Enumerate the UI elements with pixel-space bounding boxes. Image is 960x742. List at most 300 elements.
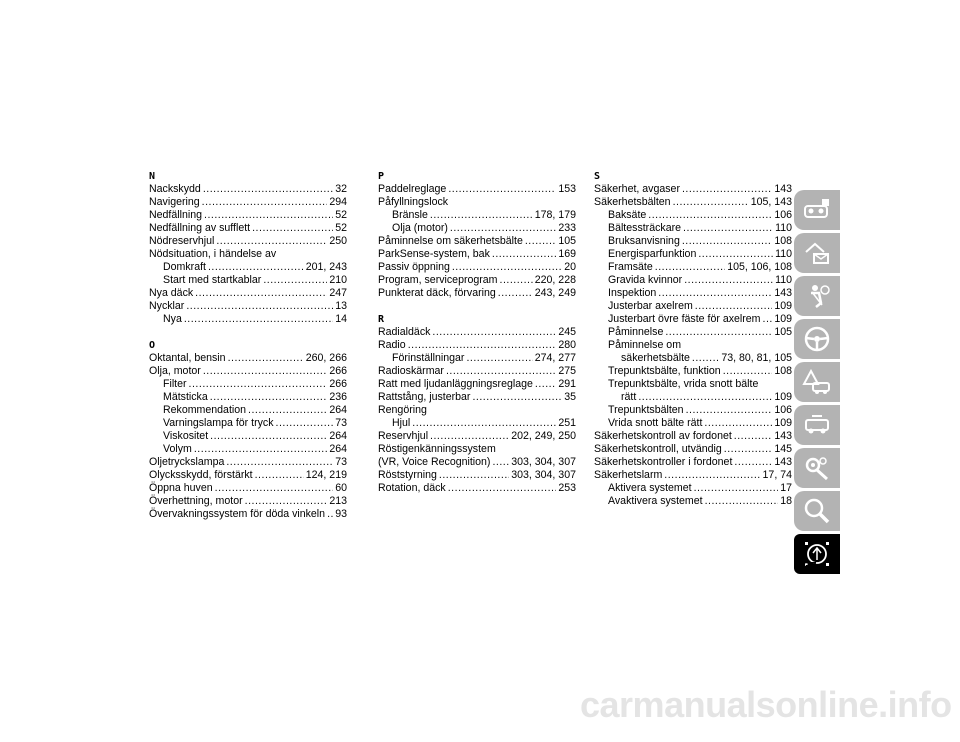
section-letter: P	[378, 171, 385, 182]
dot-leader	[208, 261, 304, 274]
entry-term: Nödsituation, i händelse av	[149, 248, 277, 260]
entry-page-ref[interactable]: 52	[335, 222, 347, 234]
dot-leader	[210, 430, 327, 443]
entry-page-ref[interactable]: 105, 106, 108	[727, 261, 792, 273]
index-entry	[594, 235, 792, 248]
index-entry	[594, 365, 792, 378]
dot-leader	[448, 183, 556, 196]
entry-page-ref[interactable]: 35	[564, 391, 576, 403]
entry-page-ref[interactable]: 18	[780, 495, 792, 507]
index-entry	[594, 313, 792, 326]
dot-leader	[210, 391, 328, 404]
entry-page-ref[interactable]: 106	[774, 404, 792, 416]
entry-page-ref[interactable]: 243, 249	[534, 287, 576, 299]
index-entry	[594, 430, 792, 443]
index-entry	[594, 378, 792, 391]
dot-leader	[525, 235, 556, 248]
dot-leader	[228, 352, 304, 365]
dot-leader	[682, 183, 772, 196]
entry-page-ref[interactable]: 233	[558, 222, 576, 234]
index-entry	[149, 183, 347, 196]
dot-leader	[684, 274, 773, 287]
index-entry	[378, 352, 576, 365]
entry-term: Trepunktsbälte, funktion	[608, 365, 721, 377]
entry-page-ref[interactable]: 143	[774, 430, 792, 442]
entry-page-ref[interactable]: 109	[774, 417, 792, 429]
dot-leader	[704, 417, 772, 430]
entry-page-ref[interactable]: 20	[564, 261, 576, 273]
entry-page-ref[interactable]: 274, 277	[534, 352, 576, 364]
dot-leader	[408, 339, 557, 352]
entry-page-ref[interactable]: 105, 143	[750, 196, 792, 208]
entry-term: Justerbar axelrem	[608, 300, 693, 312]
dot-leader	[682, 235, 772, 248]
entry-term: Aktivera systemet	[608, 482, 692, 494]
entry-page-ref[interactable]: 202, 249, 250	[511, 430, 576, 442]
entry-page-ref[interactable]: 93	[335, 508, 347, 520]
entry-term: Navigering	[149, 196, 200, 208]
dot-leader	[194, 443, 327, 456]
index-entry	[378, 404, 576, 417]
entry-term: Baksäte	[608, 209, 647, 221]
entry-page-ref[interactable]: 250	[329, 235, 347, 247]
entry-page-ref[interactable]: 105	[558, 235, 576, 247]
chapter-tab-sidebar	[794, 190, 842, 577]
index-entry	[149, 443, 347, 456]
entry-term: Säkerhetslarm	[594, 469, 663, 481]
entry-page-ref[interactable]: 264	[329, 404, 347, 416]
dot-leader	[692, 352, 719, 365]
index-entry	[149, 222, 347, 235]
dot-leader	[723, 365, 773, 378]
dot-leader	[648, 209, 772, 222]
dot-leader	[216, 235, 327, 248]
index-entry	[149, 261, 347, 274]
dot-leader	[448, 482, 557, 495]
index-entry	[149, 495, 347, 508]
entry-page-ref[interactable]: 73	[335, 417, 347, 429]
index-column-1	[149, 170, 347, 521]
entry-page-ref[interactable]: 247	[329, 287, 347, 299]
index-entry	[594, 417, 792, 430]
chapter-tab-service[interactable]	[794, 405, 840, 445]
index-entry	[594, 183, 792, 196]
dot-leader	[705, 495, 779, 508]
entry-term: Filter	[163, 378, 187, 390]
index-column-2	[378, 170, 576, 495]
entry-term: Hjul	[392, 417, 411, 429]
entry-term: Säkerhet, avgaser	[594, 183, 680, 195]
entry-term: Inspektion	[608, 287, 657, 299]
section-letter: R	[378, 314, 385, 325]
entry-term: Ratt med ljudanläggningsreglage	[378, 378, 533, 390]
entry-term: Rattstång, justerbar	[378, 391, 471, 403]
index-entry	[378, 209, 576, 222]
dot-leader	[430, 209, 533, 222]
index-entry	[378, 365, 576, 378]
index-entry	[149, 469, 347, 482]
entry-page-ref[interactable]: 17, 74	[762, 469, 792, 481]
dot-leader	[245, 495, 328, 508]
entry-term: Volym	[163, 443, 192, 455]
dot-leader	[492, 248, 556, 261]
index-entry	[149, 235, 347, 248]
entry-term: Oljetryckslampa	[149, 456, 225, 468]
index-entry	[594, 469, 792, 482]
index-entry	[378, 378, 576, 391]
index-entry	[378, 183, 576, 196]
dot-leader	[500, 274, 533, 287]
page-number: 337	[797, 560, 817, 573]
chapter-tab-safety[interactable]	[794, 276, 840, 316]
entry-term: Påminnelse om	[608, 339, 682, 351]
entry-page-ref[interactable]: 143	[774, 183, 792, 195]
entry-term: Olja (motor)	[392, 222, 448, 234]
entry-page-ref[interactable]: 291	[558, 378, 576, 390]
entry-term: Mätsticka	[163, 391, 208, 403]
entry-term: Start med startkablar	[163, 274, 262, 286]
entry-page-ref[interactable]: 169	[558, 248, 576, 260]
dot-leader	[203, 365, 328, 378]
entry-term: Nedfällning av sufflett	[149, 222, 251, 234]
entry-page-ref[interactable]: 251	[558, 417, 576, 429]
entry-page-ref[interactable]: 201, 243	[305, 261, 347, 273]
entry-term: Bältessträckare	[608, 222, 682, 234]
entry-term: Överhettning, motor	[149, 495, 243, 507]
entry-page-ref[interactable]: 110	[775, 248, 792, 260]
entry-page-ref[interactable]: 110	[775, 274, 792, 286]
index-entry	[149, 196, 347, 209]
entry-term: Domkraft	[163, 261, 206, 273]
entry-term: Röststyrning	[378, 469, 437, 481]
dot-leader	[226, 456, 333, 469]
entry-page-ref[interactable]: 143	[774, 287, 792, 299]
entry-page-ref[interactable]: 294	[329, 196, 347, 208]
entry-term: Trepunktsbälte, vrida snott bälte	[608, 378, 759, 390]
entry-page-ref[interactable]: 124, 219	[305, 469, 347, 481]
entry-term: säkerhetsbälte	[621, 352, 690, 364]
entry-page-ref[interactable]: 110	[775, 222, 792, 234]
entry-page-ref[interactable]: 109	[774, 391, 792, 403]
entry-term: Öppna huven	[149, 482, 213, 494]
entry-page-ref[interactable]: 303, 304, 307	[511, 469, 576, 481]
index-entry	[378, 339, 576, 352]
entry-page-ref[interactable]: 52	[335, 209, 347, 221]
entry-term: Påminnelse	[608, 326, 664, 338]
entry-term: Säkerhetskontroll av fordonet	[594, 430, 732, 442]
wrench-gear-icon	[802, 453, 832, 483]
chapter-tab-dashboard[interactable]	[794, 190, 840, 230]
dot-leader	[439, 469, 509, 482]
entry-term: Rotation, däck	[378, 482, 446, 494]
watermark: carmanualsonline.info	[580, 684, 952, 725]
dot-leader	[195, 287, 327, 300]
section-letter: S	[594, 171, 601, 182]
entry-page-ref[interactable]: 109	[774, 300, 792, 312]
index-entry	[149, 404, 347, 417]
entry-term: Varningslampa för tryck	[163, 417, 274, 429]
dot-leader	[638, 391, 772, 404]
index-entry	[594, 326, 792, 339]
entry-term: Radialdäck	[378, 326, 431, 338]
dot-leader	[412, 417, 556, 430]
entry-term: Rekommendation	[163, 404, 247, 416]
dot-leader	[498, 287, 533, 300]
index-entry	[149, 365, 347, 378]
entry-term: Passiv öppning	[378, 261, 450, 273]
dot-leader	[535, 378, 556, 391]
index-entry	[594, 261, 792, 274]
entry-page-ref[interactable]: 266	[329, 378, 347, 390]
entry-term: rätt	[621, 391, 637, 403]
entry-page-ref[interactable]: 109	[774, 313, 792, 325]
index-entry	[594, 248, 792, 261]
index-entry	[378, 235, 576, 248]
dot-leader	[450, 222, 556, 235]
entry-term: Säkerhetskontroll, utvändig	[594, 443, 722, 455]
entry-page-ref[interactable]: 143	[774, 456, 792, 468]
index-entry	[594, 222, 792, 235]
dot-leader	[763, 313, 773, 326]
dot-leader	[276, 417, 334, 430]
dot-leader	[432, 326, 556, 339]
index-entry	[378, 456, 576, 469]
index-entry	[378, 287, 576, 300]
entry-term: Punkterat däck, förvaring	[378, 287, 496, 299]
entry-term: Nycklar	[149, 300, 185, 312]
entry-page-ref[interactable]: 32	[335, 183, 347, 195]
index-entry	[378, 261, 576, 274]
entry-term: Trepunktsbälten	[608, 404, 684, 416]
entry-page-ref[interactable]: 264	[329, 443, 347, 455]
entry-page-ref[interactable]: 145	[774, 443, 792, 455]
entry-term: Påminnelse om säkerhetsbälte	[378, 235, 523, 247]
entry-term: Olja, motor	[149, 365, 201, 377]
dot-leader	[263, 274, 327, 287]
entry-page-ref[interactable]: 73	[335, 456, 347, 468]
entry-page-ref[interactable]: 253	[558, 482, 576, 494]
section-letter: O	[149, 340, 156, 351]
entry-page-ref[interactable]: 73, 80, 81, 105	[721, 352, 792, 364]
index-entry	[378, 222, 576, 235]
index-entry	[594, 352, 792, 365]
section-gap	[149, 326, 347, 339]
entry-term: Nya däck	[149, 287, 194, 299]
index-entry	[149, 209, 347, 222]
dot-leader	[734, 456, 772, 469]
entry-page-ref[interactable]: 153	[558, 183, 576, 195]
entry-page-ref[interactable]: 266	[329, 365, 347, 377]
entry-term: Energisparfunktion	[608, 248, 697, 260]
entry-term: Nedfällning	[149, 209, 203, 221]
entry-term: Förinställningar	[392, 352, 465, 364]
entry-term: Oktantal, bensin	[149, 352, 226, 364]
dot-leader	[430, 430, 509, 443]
entry-term: Nackskydd	[149, 183, 201, 195]
index-entry	[594, 456, 792, 469]
index-entry	[149, 482, 347, 495]
entry-term: Justerbart övre fäste för axelrem	[608, 313, 761, 325]
dot-leader	[215, 482, 334, 495]
chapter-tab-search[interactable]	[794, 491, 840, 531]
entry-term: Rengöring	[378, 404, 427, 416]
entry-page-ref[interactable]: 245	[558, 326, 576, 338]
dot-leader	[255, 469, 304, 482]
dot-leader	[184, 313, 333, 326]
index-entry	[149, 508, 347, 521]
entry-page-ref[interactable]: 178, 179	[534, 209, 576, 221]
dot-leader	[472, 391, 562, 404]
index-entry	[378, 391, 576, 404]
entry-term: Viskositet	[163, 430, 209, 442]
entry-term: Bruksanvisning	[608, 235, 680, 247]
dot-leader	[664, 469, 760, 482]
entry-page-ref[interactable]: 264	[329, 430, 347, 442]
dot-leader	[252, 222, 333, 235]
dot-leader	[665, 326, 772, 339]
dot-leader	[673, 196, 749, 209]
entry-term: Gravida kvinnor	[608, 274, 683, 286]
magnifier-icon	[802, 496, 832, 526]
seatbelt-airbag-icon	[802, 281, 832, 311]
index-entry	[149, 274, 347, 287]
car-info-icon	[802, 238, 832, 268]
dot-leader	[466, 352, 532, 365]
index-entry	[149, 287, 347, 300]
chapter-tab-technical[interactable]	[794, 448, 840, 488]
dot-leader	[734, 430, 773, 443]
entry-page-ref[interactable]: 210	[329, 274, 347, 286]
entry-page-ref[interactable]: 108	[774, 365, 792, 377]
entry-page-ref[interactable]: 260, 266	[305, 352, 347, 364]
index-entry	[378, 417, 576, 430]
car-dashboard-icon	[802, 195, 832, 225]
entry-page-ref[interactable]: 275	[558, 365, 576, 377]
entry-term: (VR, Voice Recognition)	[378, 456, 491, 468]
steering-wheel-icon	[802, 324, 832, 354]
entry-page-ref[interactable]: 17	[780, 482, 792, 494]
dot-leader	[683, 222, 773, 235]
dot-leader	[492, 456, 509, 469]
entry-term: Säkerhetsbälten	[594, 196, 671, 208]
entry-term: Paddelreglage	[378, 183, 447, 195]
index-entry	[594, 443, 792, 456]
index-entry	[594, 391, 792, 404]
index-entry	[594, 495, 792, 508]
entry-page-ref[interactable]: 108	[774, 235, 792, 247]
entry-term: Radio	[378, 339, 406, 351]
dot-leader	[327, 508, 333, 521]
chapter-tab-emergency[interactable]	[794, 362, 840, 402]
index-entry	[149, 352, 347, 365]
index-entry	[149, 300, 347, 313]
dot-leader	[694, 482, 779, 495]
entry-term: Påfyllningslock	[378, 196, 449, 208]
index-entry	[378, 248, 576, 261]
index-column-3	[594, 170, 792, 508]
section-gap	[378, 300, 576, 313]
chapter-tab-driving[interactable]	[794, 319, 840, 359]
dot-leader	[203, 183, 333, 196]
entry-term: Vrida snott bälte rätt	[608, 417, 703, 429]
index-entry	[378, 274, 576, 287]
index-entry	[594, 209, 792, 222]
dot-leader	[655, 261, 725, 274]
index-entry	[594, 404, 792, 417]
index-entry	[594, 482, 792, 495]
index-entry	[378, 482, 576, 495]
section-letter: N	[149, 171, 156, 182]
dot-leader	[698, 248, 773, 261]
dot-leader	[202, 196, 328, 209]
entry-page-ref[interactable]: 236	[329, 391, 347, 403]
index-entry	[149, 378, 347, 391]
entry-term: Olycksskydd, förstärkt	[149, 469, 253, 481]
entry-term: ParkSense-system, bak	[378, 248, 490, 260]
dot-leader	[686, 404, 773, 417]
index-entry	[594, 339, 792, 352]
index-entry	[149, 430, 347, 443]
dot-leader	[204, 209, 333, 222]
warning-triangle-car-icon	[802, 367, 832, 397]
index-entry	[149, 417, 347, 430]
entry-term: Säkerhetskontroller i fordonet	[594, 456, 733, 468]
entry-page-ref[interactable]: 13	[335, 300, 347, 312]
entry-page-ref[interactable]: 14	[335, 313, 347, 325]
index-entry	[378, 430, 576, 443]
index-entry	[149, 313, 347, 326]
entry-page-ref[interactable]: 303, 304, 307	[511, 456, 576, 468]
index-entry	[149, 391, 347, 404]
entry-term: Övervakningssystem för döda vinkeln	[149, 508, 326, 520]
entry-term: Nya	[163, 313, 182, 325]
entry-term: Röstigenkänningssystem	[378, 443, 496, 455]
entry-term: Nödreservhjul	[149, 235, 215, 247]
entry-page-ref[interactable]: 106	[774, 209, 792, 221]
entry-term: Framsäte	[608, 261, 653, 273]
index-entry	[594, 287, 792, 300]
dot-leader	[724, 443, 773, 456]
entry-term: Avaktivera systemet	[608, 495, 703, 507]
dot-leader	[186, 300, 333, 313]
dot-leader	[446, 365, 556, 378]
entry-term: Reservhjul	[378, 430, 429, 442]
index-entry	[378, 326, 576, 339]
entry-page-ref[interactable]: 60	[335, 482, 347, 494]
index-entry	[594, 300, 792, 313]
entry-page-ref[interactable]: 220, 228	[534, 274, 576, 286]
dot-leader	[695, 300, 773, 313]
index-entry	[378, 443, 576, 456]
index-entry	[378, 196, 576, 209]
entry-page-ref[interactable]: 105	[774, 326, 792, 338]
index-entry	[594, 196, 792, 209]
entry-page-ref[interactable]: 280	[558, 339, 576, 351]
dot-leader	[189, 378, 328, 391]
index-entry	[378, 469, 576, 482]
entry-term: Radioskärmar	[378, 365, 444, 377]
entry-page-ref[interactable]: 213	[329, 495, 347, 507]
dot-leader	[452, 261, 562, 274]
chapter-tab-info[interactable]	[794, 233, 840, 273]
index-entry	[149, 456, 347, 469]
index-entry	[594, 274, 792, 287]
dot-leader	[248, 404, 327, 417]
dot-leader	[658, 287, 772, 300]
car-service-icon	[802, 410, 832, 440]
entry-term: Program, serviceprogram	[378, 274, 498, 286]
entry-term: Bränsle	[392, 209, 428, 221]
